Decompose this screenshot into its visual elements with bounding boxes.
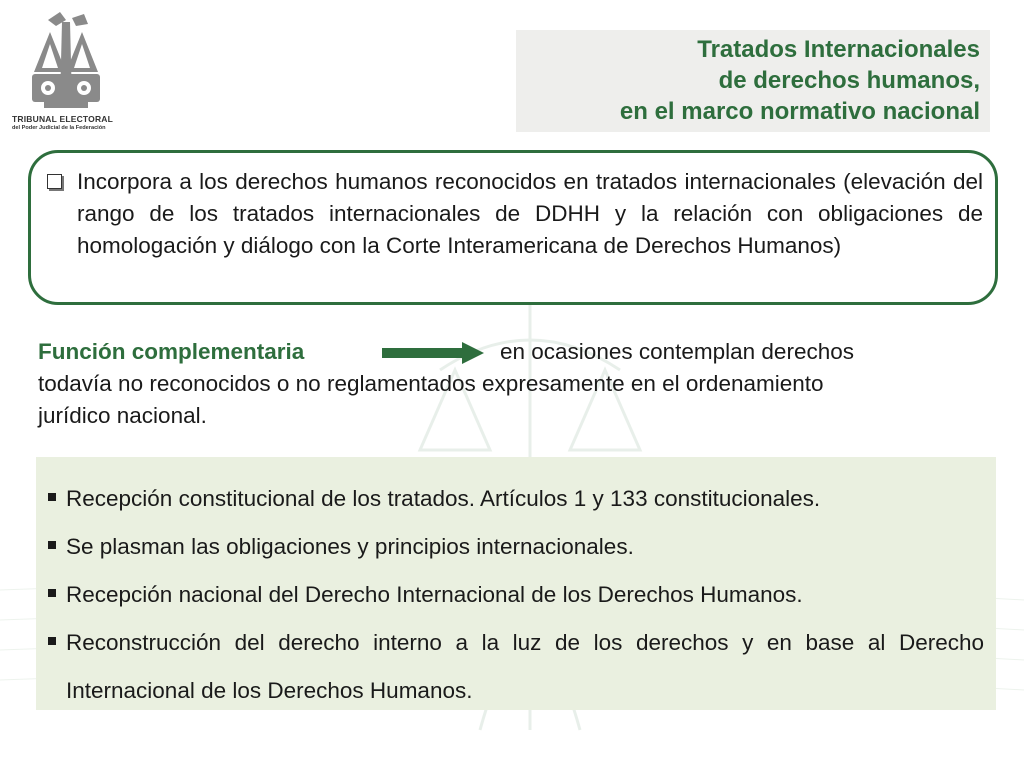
highlight-text: Incorpora a los derechos humanos reconocidos en tratados internacionales (elevación del rango de los tratados internacionales de DDHH y la relación con obligaciones de homologación y diálogo con la Corte Interamericana de Derechos Humanos) <box>77 169 983 258</box>
funcion-text-line-1: en ocasiones contemplan derechos <box>500 339 854 364</box>
square-bullet-icon <box>48 589 56 597</box>
list-item: Se plasman las obligaciones y principios internacionales. <box>48 523 984 571</box>
title-line-3: en el marco normativo nacional <box>619 98 980 125</box>
list-item: Reconstrucción del derecho interno a la luz de los derechos y en base al Derecho Internacional de los Derechos Humanos. <box>48 619 984 715</box>
square-bullet-icon <box>48 637 56 645</box>
funcion-text-line-2: todavía no reconocidos o no reglamentados expresamente en el ordenamiento <box>38 371 824 396</box>
title-line-1: Tratados Internacionales <box>697 36 980 63</box>
tribunal-logo <box>12 12 116 134</box>
checkbox-bullet-icon <box>47 174 62 189</box>
title-line-2: de derechos humanos, <box>718 67 980 94</box>
highlight-box <box>28 150 998 305</box>
bullet-list <box>48 475 984 715</box>
square-bullet-icon <box>48 541 56 549</box>
arrow-right-icon <box>382 342 484 364</box>
scales-of-justice-icon <box>26 12 106 110</box>
bullet-list-box <box>36 457 996 710</box>
funcion-label: Función complementaria <box>38 339 305 364</box>
list-item: Recepción constitucional de los tratados. Artículos 1 y 133 constitucionales. <box>48 475 984 523</box>
slide-title <box>516 30 990 132</box>
logo-name: TRIBUNAL ELECTORAL <box>12 114 114 124</box>
funcion-text-line-3: jurídico nacional. <box>38 403 207 428</box>
logo-subtitle: del Poder Judicial de la Federación <box>12 125 106 131</box>
list-item: Recepción nacional del Derecho Internacional de los Derechos Humanos. <box>48 571 984 619</box>
square-bullet-icon <box>48 493 56 501</box>
